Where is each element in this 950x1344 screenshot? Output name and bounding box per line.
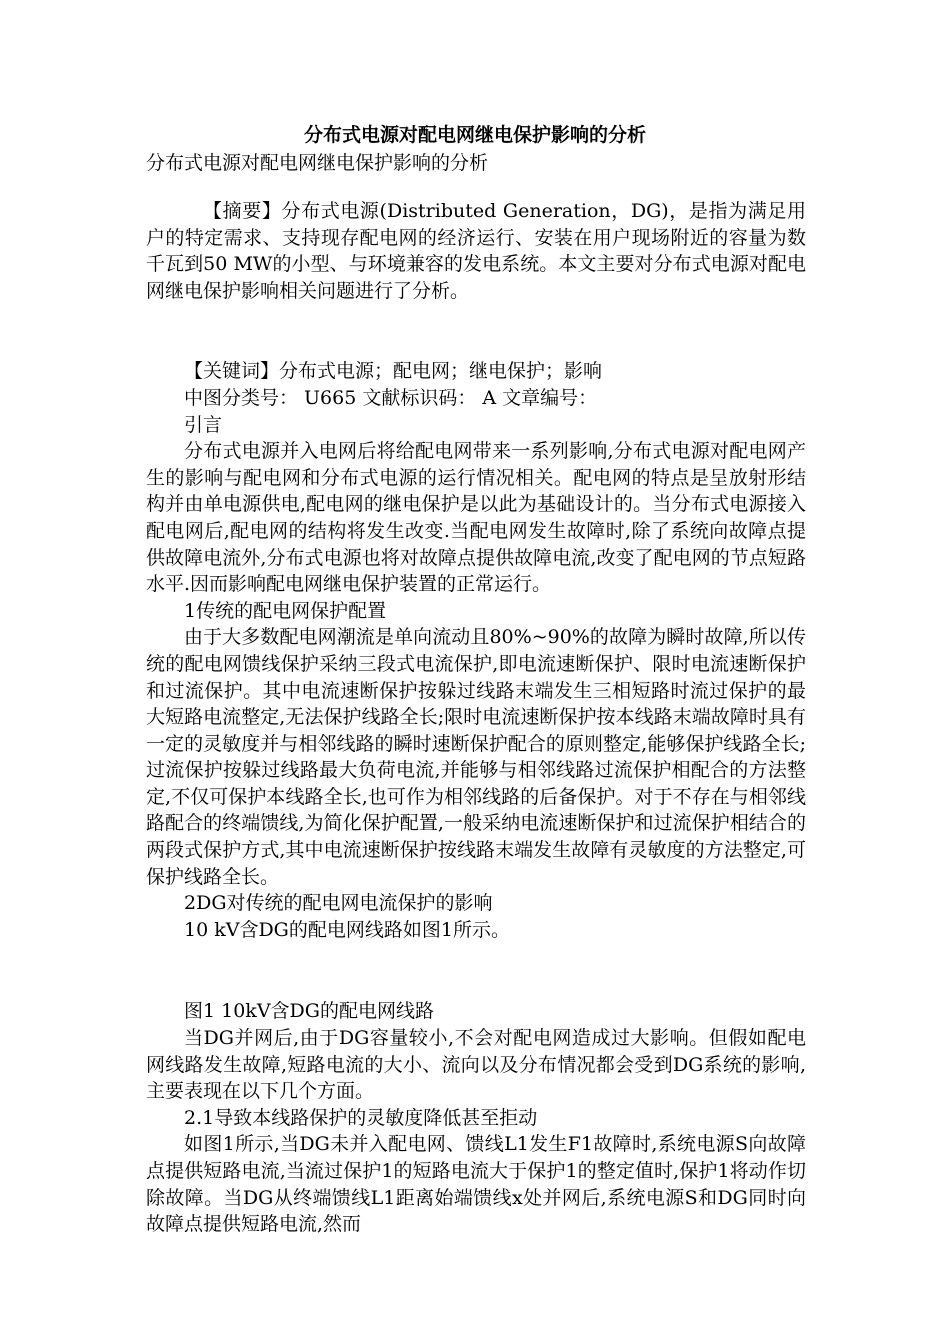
figure1-caption: 图1 10kV含DG的配电网线路 [184,1000,434,1023]
section1-heading: 1传统的配电网保护配置 [184,599,387,622]
section2-intro: 10 kV含DG的配电网线路如图1所示。 [184,918,510,941]
section2-heading: 2DG对传统的配电网电流保护的影响 [184,892,493,915]
section2-1-heading: 2.1导致本线路保护的灵敏度降低甚至拒动 [184,1106,538,1129]
spacer [146,304,806,358]
abstract-paragraph: 【摘要】分布式电源(Distributed Generation，DG)，是指为满足用户的特定需求、支持现存配电网的经济运行、安装在用户现场附近的容量为数千瓦到50 MW的小型、与环境兼容的发电系统。本文主要对分布式电源对配电网继电保护影响相关问题进行了分析。 [146,200,806,302]
section1-paragraph: 由于大多数配电网潮流是单向流动且80%~90%的故障为瞬时故障,所以传统的配电网馈线保护采纳三段式电流保护,即电流速断保护、限时电流速断保护和过流保护。其中电流速断保护按躲过线路末端发生三相短路时流过保护的最大短路电流整定,无法保护线路全长;限时电流速断保护按本线路末端故障时具有一定的灵敏度并与相邻线路的瞬时速断保护配合的原则整定,能够保护线路全长;过流保护按躲过线路最大负荷电流,并能够与相邻线路过流保护相配合的方法整定,不仅可保护本线路全长,也可作为相邻线路的后备保护。对于不存在与相邻线路配合的终端馈线,为简化保护配置,一般采纳电流速断保护和过流保护相结合的两段式保护方式,其中电流速断保护按线路末端发生故障有灵敏度的方法整定,可保护线路全长。 [146,626,806,888]
keywords-line: 【关键词】分布式电源；配电网；继电保护；影响 [184,360,603,383]
intro-heading: 引言 [184,413,223,436]
document-subtitle: 分布式电源对配电网继电保护影响的分析 [146,152,489,174]
section2-paragraph: 当DG并网后,由于DG容量较小,不会对配电网造成过大影响。但假如配电网线路发生故障,短路电流的大小、流向以及分布情况都会受到DG系统的影响,主要表现在以下几个方面。 [146,1027,806,1103]
section2-1-paragraph: 如图1所示,当DG未并入配电网、馈线L1发生F1故障时,系统电源S向故障点提供短路电流,当流过保护1的短路电流大于保护1的整定值时,保护1将动作切除故障。当DG从终端馈线L1距离始端馈线x处并网后,系统电源S和DG同时向故障点提供短路电流,然而 [146,1133,806,1236]
figure-placeholder [146,943,806,998]
document-body [146,198,806,1238]
classification-line: 中图分类号： U665 文献标识码： A 文章编号： [184,386,598,409]
intro-paragraph: 分布式电源并入电网后将给配电网带来一系列影响,分布式电源对配电网产生的影响与配电网和分布式电源的运行情况相关。配电网的特点是呈放射形结构并由单电源供电,配电网的继电保护是以此为基础设计的。当分布式电源接入配电网后,配电网的结构将发生改变.当配电网发生故障时,除了系统向故障点提供故障电流外,分布式电源也将对故障点提供故障电流,改变了配电网的节点短路水平.因而影响配电网继电保护装置的正常运行。 [146,440,806,596]
document-title: 分布式电源对配电网继电保护影响的分析 [303,124,646,146]
